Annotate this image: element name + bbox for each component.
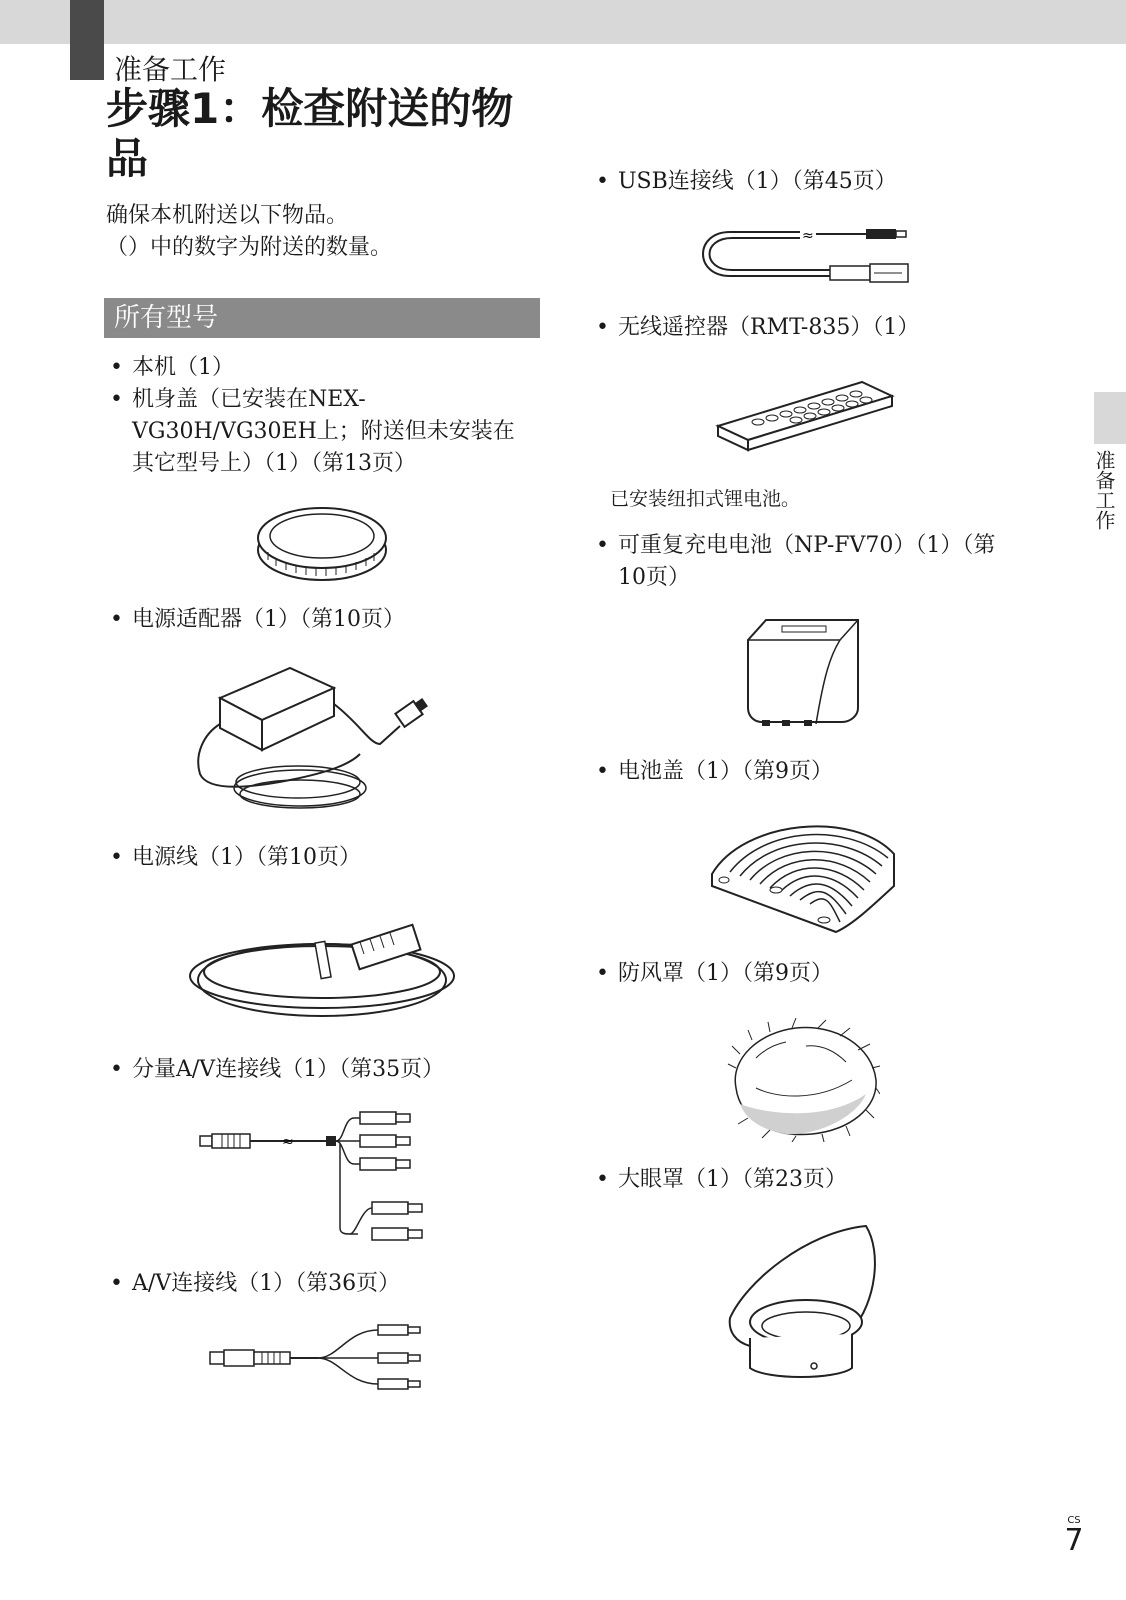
item-text: A/V连接线（1）（第36页） <box>132 1271 401 1296</box>
power-cord-illustration <box>182 906 462 1026</box>
list-item <box>110 842 540 874</box>
svg-text:≈: ≈ <box>282 1134 294 1150</box>
item-text: 可重复充电电池（NP-FV70）（1）（第10页） <box>618 533 996 590</box>
bullet: • <box>110 1271 123 1296</box>
usb-cable-illustration <box>690 222 922 286</box>
item-text: 分量A/V连接线（1）（第35页） <box>132 1057 445 1082</box>
item-text: 电源适配器（1）（第10页） <box>132 607 405 632</box>
header-band <box>0 0 1126 44</box>
page-number-value: 7 <box>1064 1523 1084 1558</box>
component-av-cable-illustration <box>198 1108 438 1244</box>
language-code: CS <box>1067 1515 1081 1526</box>
list-item <box>596 1164 1036 1196</box>
list-item <box>596 756 1036 788</box>
bullet: • <box>110 387 123 412</box>
side-tab-marker <box>1094 392 1126 444</box>
list-item <box>110 604 540 636</box>
page-title: 步骤1：检查附送的物品 <box>106 84 514 183</box>
bullet: • <box>110 607 123 632</box>
item-text: 无线遥控器（RMT-835）（1） <box>618 315 920 340</box>
ac-adaptor-illustration <box>190 664 450 818</box>
item-text: USB连接线（1）（第45页） <box>618 169 897 194</box>
bullet: • <box>596 169 609 194</box>
battery-illustration <box>742 616 864 730</box>
bullet: • <box>596 315 609 340</box>
svg-text:≈: ≈ <box>802 228 814 244</box>
windscreen-illustration <box>726 1018 880 1142</box>
item-text: 本机（1） <box>132 355 234 380</box>
item-text: 大眼罩（1）（第23页） <box>618 1167 847 1192</box>
item-text: 防风罩（1）（第9页） <box>618 961 833 986</box>
list-item <box>596 530 996 594</box>
bullet: • <box>110 1057 123 1082</box>
list-item <box>110 1268 540 1300</box>
list-item <box>596 166 1036 198</box>
large-eyecup-illustration <box>726 1222 882 1382</box>
list-item <box>596 312 1036 344</box>
side-tab-label: 准备工作 <box>1092 450 1116 530</box>
list-item <box>110 352 540 384</box>
item-text: 电源线（1）（第10页） <box>132 845 361 870</box>
bullet: • <box>596 961 609 986</box>
list-item <box>110 1054 540 1086</box>
intro <box>106 200 392 264</box>
list-item <box>110 384 530 480</box>
item-text: 机身盖（已安装在NEX-VG30H/VG30EH上；附送但未安装在其它型号上）（1）（第13页） <box>132 387 515 476</box>
bullet: • <box>596 759 609 784</box>
bullet: • <box>596 533 609 558</box>
remote-control-illustration <box>712 376 896 456</box>
intro-line-1: 确保本机附送以下物品。 <box>106 203 349 228</box>
header-marker <box>70 0 104 80</box>
battery-cover-illustration <box>704 814 900 938</box>
bullet: • <box>110 845 123 870</box>
bullet: • <box>110 355 123 380</box>
intro-line-2: （）中的数字为附送的数量。 <box>106 235 393 260</box>
models-heading: 所有型号 <box>104 298 540 338</box>
bullet: • <box>596 1167 609 1192</box>
item-text: 电池盖（1）（第9页） <box>618 759 833 784</box>
section-label: 准备工作 <box>114 53 227 86</box>
list-item <box>596 958 1036 990</box>
av-cable-illustration <box>208 1322 428 1394</box>
page-number <box>1056 1515 1092 1556</box>
body-cap-illustration <box>254 500 390 584</box>
remote-note: 已安装纽扣式锂电池。 <box>610 488 801 510</box>
